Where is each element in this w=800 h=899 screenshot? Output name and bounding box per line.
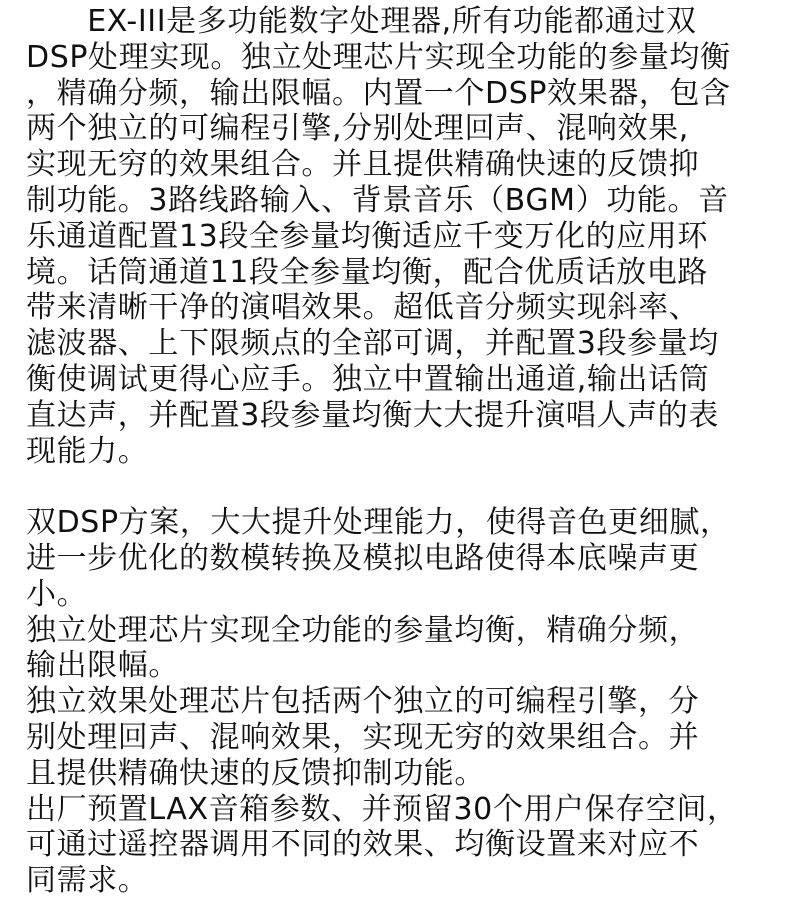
text-line: DSP处理实现。独立处理芯片实现全功能的参量均衡 xyxy=(26,39,731,75)
paragraph-spacer xyxy=(26,469,782,505)
text-line: EX-III是多功能数字处理器,所有功能都通过双 xyxy=(26,4,697,39)
text-line: 小。 xyxy=(26,576,88,612)
text-line: 输出限幅。 xyxy=(26,648,179,684)
text-line: 别处理回声、混响效果，实现无穷的效果组合。并 xyxy=(26,719,700,755)
text-line: 独立效果处理芯片包括两个独立的可编程引擎，分 xyxy=(26,684,700,720)
text-line: 双DSP方案，大大提升处理能力，使得音色更细腻， xyxy=(26,505,731,541)
text-line: 乐通道配置13段全参量均衡适应千变万化的应用环 xyxy=(26,218,708,254)
paragraph-features xyxy=(26,505,782,899)
text-line: ，精确分频，输出限幅。内置一个DSP效果器，包含 xyxy=(26,75,731,111)
text-line: 同需求。 xyxy=(26,863,149,899)
text-line: 可通过遥控器调用不同的效果、均衡设置来对应不 xyxy=(26,827,700,863)
paragraph-intro xyxy=(26,4,782,469)
text-line: 境。话筒通道11段全参量均衡，配合优质话放电路 xyxy=(26,254,708,290)
text-line: 独立处理芯片实现全功能的参量均衡，精确分频， xyxy=(26,612,700,648)
text-line: 且提供精确快速的反馈抑制功能。 xyxy=(26,755,485,791)
text-line: 制功能。3路线路输入、背景音乐（BGM）功能。音 xyxy=(26,182,729,218)
text-line: 实现无穷的效果组合。并且提供精确快速的反馈抑 xyxy=(26,147,700,183)
text-line: 滤波器、上下限频点的全部可调，并配置3段参量均 xyxy=(26,326,719,362)
text-line: 衡使调试更得心应手。独立中置输出通道,输出话筒 xyxy=(26,361,710,397)
text-line: 直达声，并配置3段参量均衡大大提升演唱人声的表 xyxy=(26,397,719,433)
text-line: 两个独立的可编程引擎,分别处理回声、混响效果, xyxy=(26,111,689,147)
text-line: 进一步优化的数模转换及模拟电路使得本底噪声更 xyxy=(26,540,700,576)
text-line: 带来清晰干净的演唱效果。超低音分频实现斜率、 xyxy=(26,290,700,326)
text-line: 出厂预置LAX音箱参数、并预留30个用户保存空间， xyxy=(26,791,738,827)
document-body xyxy=(26,4,782,899)
text-line: 现能力。 xyxy=(26,433,149,469)
